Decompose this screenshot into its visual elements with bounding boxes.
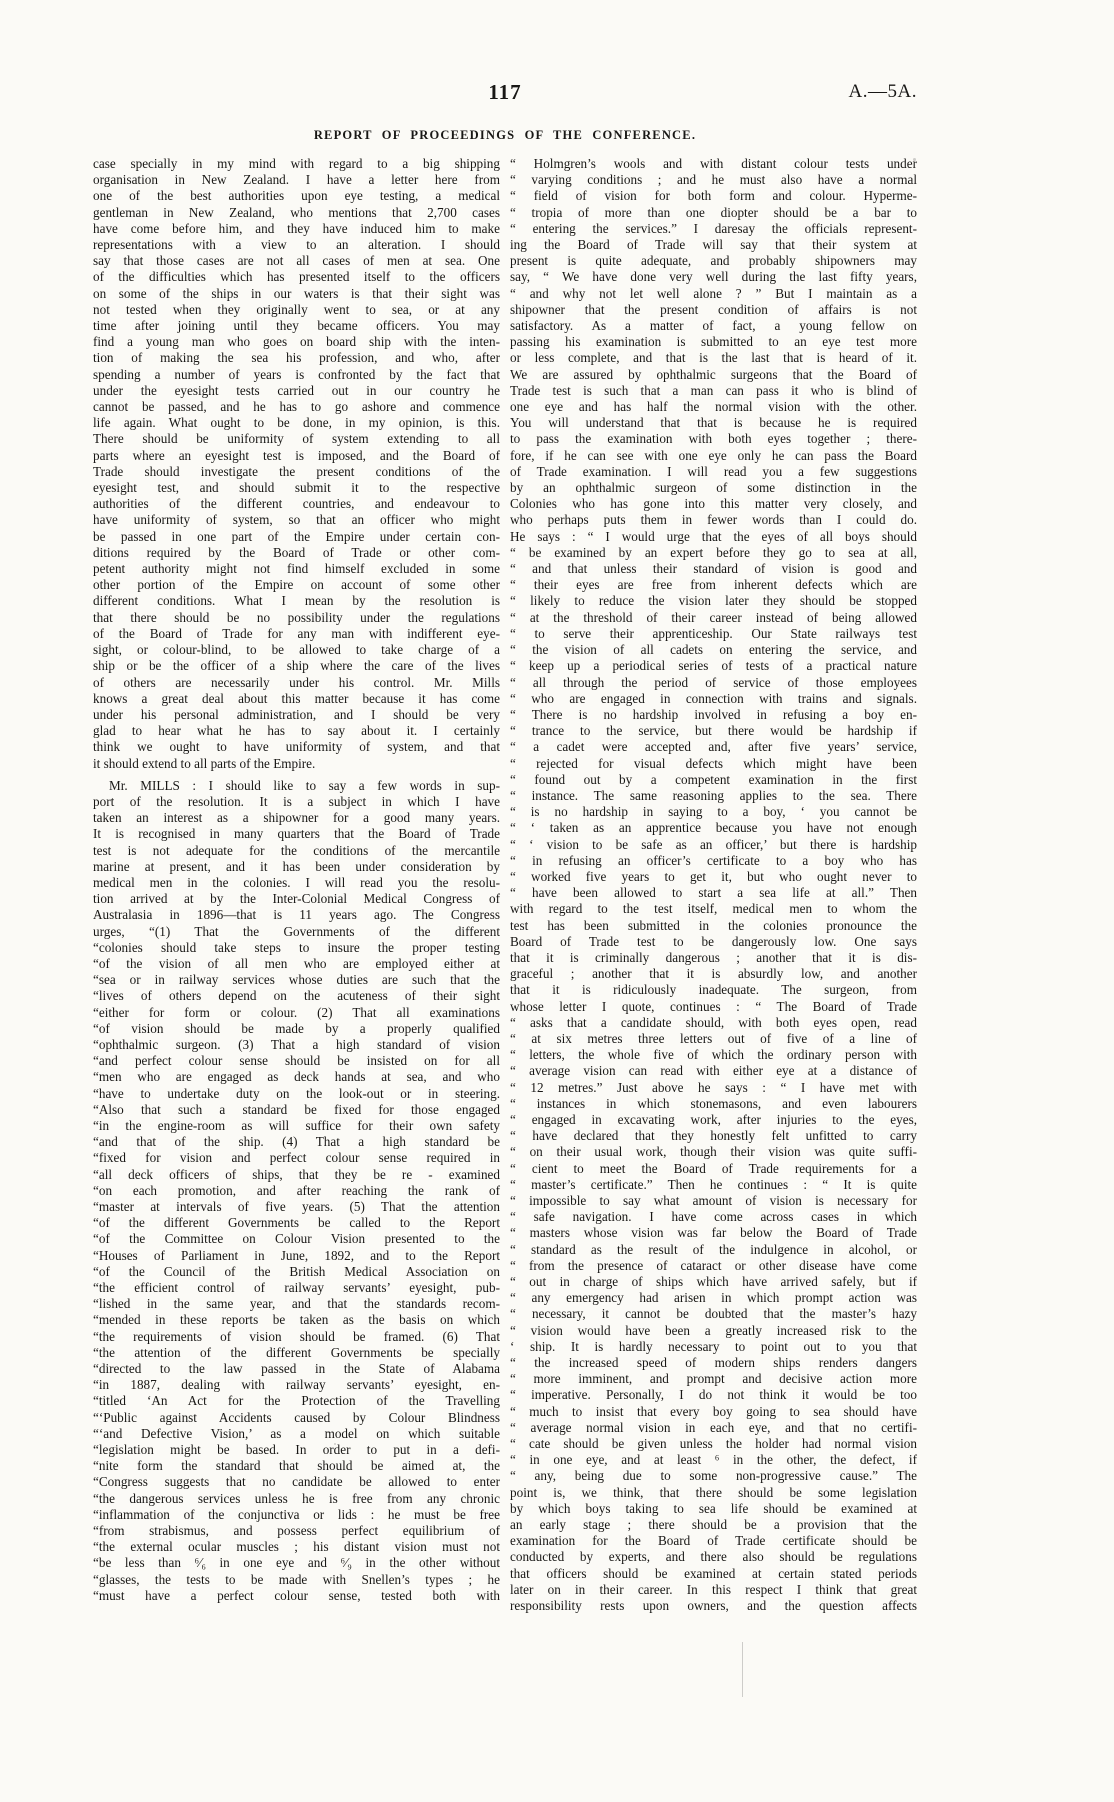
text-line: “colonies should take steps to insure the proper testing	[93, 939, 500, 955]
text-line: say that those cases are not all cases of men at sea. One	[93, 253, 500, 269]
text-line: parts where an eyesight test is imposed, and the Board of	[93, 447, 500, 463]
page-content	[93, 80, 917, 1614]
scan-artifact-dot	[334, 1443, 336, 1445]
text-line: time after joining until they became officers. You may	[93, 318, 500, 334]
column-right	[510, 156, 917, 1614]
text-line: “ and that unless their standard of vision is good and	[510, 561, 917, 577]
text-line: “and perfect colour sense should be insisted on for all	[93, 1053, 500, 1069]
text-line: He says : “ I would urge that the eyes of all boys should	[510, 528, 917, 544]
text-line: present is quite adequate, and probably shipowners may	[510, 253, 917, 269]
text-line: Mr. MILLS : I should like to say a few words in sup-	[109, 777, 500, 793]
text-line: “ their eyes are free from inherent defects which are	[510, 577, 917, 593]
text-line: knows a great deal about this matter because it has come	[93, 690, 500, 706]
text-line: that officers should be examined at certain stated periods	[510, 1565, 917, 1581]
text-line: “ at six metres three letters out of five of a line of	[510, 1030, 917, 1046]
text-line: “Congress suggests that no candidate be allowed to enter	[93, 1474, 500, 1490]
text-line: who perhaps puts them in fewer words than I could do.	[510, 512, 917, 528]
text-line: “ average normal vision in each eye, and that no certifi-	[510, 1419, 917, 1435]
text-line: “ who are engaged in connection with trains and signals.	[510, 690, 917, 706]
text-line: “the efficient control of railway servants’ eyesight, pub-	[93, 1280, 500, 1296]
text-line: “Also that such a standard be fixed for those engaged	[93, 1101, 500, 1117]
text-line: glad to hear what he has to say about it. I certainly	[93, 723, 500, 739]
text-line: “ in refusing an officer’s certificate to a boy who has	[510, 852, 917, 868]
text-line: “ tropia of more than one diopter should be a bar to	[510, 204, 917, 220]
text-line: test is not adequate for the conditions of the mercantile	[93, 842, 500, 858]
text-line: “ 12 metres.” Just above he says : “ I have met with	[510, 1079, 917, 1095]
text-line: “ engaged in excavating work, after injuries to the eyes,	[510, 1111, 917, 1127]
text-line: point is, we think, that there should be some legislation	[510, 1484, 917, 1500]
text-line: It is recognised in many quarters that the Board of Trade	[93, 826, 500, 842]
text-line: ‘ ship. It is hardly necessary to point out to you that	[510, 1338, 917, 1354]
text-line: fore, if he can see with one eye only he can pass the Board	[510, 447, 917, 463]
text-line: “ average vision can read with either eye at a distance of	[510, 1063, 917, 1079]
text-line: “in the engine-room as will suffice for their own safety	[93, 1117, 500, 1133]
text-line: later on in their career. In this respect I think that great	[510, 1581, 917, 1597]
text-line: “ much to insist that every boy going to sea should have	[510, 1403, 917, 1419]
text-line: of the Board of Trade for any man with indifferent eye-	[93, 625, 500, 641]
text-line: of Trade examination. I will read you a few suggestions	[510, 463, 917, 479]
text-line: “in 1887, dealing with railway servants’ eyesight, en-	[93, 1377, 500, 1393]
text-line: be passed in one part of the Empire under certain con-	[93, 528, 500, 544]
text-line: “of the Committee on Colour Vision presented to the	[93, 1231, 500, 1247]
text-line: “the external ocular muscles ; his distant vision must not	[93, 1539, 500, 1555]
text-line: responsibility rests upon owners, and the question affects	[510, 1598, 917, 1614]
text-line: “ instances in which stonemasons, and even labourers	[510, 1095, 917, 1111]
text-line: “ have been allowed to start a sea life at all.” Then	[510, 885, 917, 901]
text-line: “the attention of the different Governments be specially	[93, 1344, 500, 1360]
page-header	[93, 80, 917, 114]
text-line: “master at intervals of five years. (5) That the attention	[93, 1199, 500, 1214]
text-line: sight, or colour-blind, to be allowed to take charge of a	[93, 642, 500, 658]
text-line: “ the increased speed of modern ships renders dangers	[510, 1355, 917, 1371]
text-line: with regard to the test itself, medical men to whom the	[510, 901, 917, 917]
text-line: “ the vision of all cadets on entering the service, and	[510, 642, 917, 658]
text-line: “ more imminent, and prompt and decisive action more	[510, 1371, 917, 1387]
text-line: “men who are engaged as deck hands at sea, and who	[93, 1069, 500, 1085]
text-line: say, “ We have done very well during the last fifty years,	[510, 269, 917, 285]
text-line: “legislation might be based. In order to put in a defi-	[93, 1442, 500, 1458]
text-line: You will understand that that is because he is required	[510, 415, 917, 431]
text-line: “ cate should be given unless the holder had normal vision	[510, 1436, 917, 1452]
text-line: “the requirements of vision should be framed. (6) That	[93, 1328, 500, 1344]
text-line: “ out in charge of ships which have arrived safely, but if	[510, 1274, 917, 1290]
text-line: one of the best authorities upon eye testing, a medical	[93, 188, 500, 204]
text-line: “ any emergency had arisen in which prompt action was	[510, 1290, 917, 1306]
text-line: “Houses of Parliament in June, 1892, and to the Report	[93, 1247, 500, 1263]
text-line: on some of the ships in our waters is that their sight was	[93, 285, 500, 301]
text-line: it should extend to all parts of the Empire.	[93, 755, 316, 771]
text-line: “glasses, the tests to be made with Snellen’s types ; he	[93, 1571, 500, 1587]
text-line: “ keep up a periodical series of tests of a practical nature	[510, 658, 917, 674]
text-line: “mended in these reports be taken as the basis on which	[93, 1312, 500, 1328]
text-line: gentleman in New Zealand, who mentions that 2,700 cases	[93, 204, 500, 220]
text-line: “ any, being due to some non-progressive cause.” The	[510, 1468, 917, 1484]
text-line: “ varying conditions ; and he must also have a normal	[510, 172, 917, 188]
text-line: ing the Board of Trade will say that their system at	[510, 237, 917, 253]
text-line: “have to undertake duty on the look-out or in steering.	[93, 1085, 500, 1101]
text-line: that it is criminally dangerous ; another that it is dis-	[510, 949, 917, 965]
text-line: “nite form the standard that should be aimed at, the	[93, 1458, 500, 1474]
text-line: “the dangerous services unless he is free from any chronic	[93, 1490, 500, 1506]
text-line: by which boys taking to sea life should be examined at	[510, 1500, 917, 1516]
text-line: “ found out by a competent examination in the first	[510, 771, 917, 787]
text-line: “ to serve their apprenticeship. Our State railways test	[510, 625, 917, 641]
text-line: port of the resolution. It is a subject in which I have	[93, 793, 500, 809]
text-line: There should be uniformity of system extending to all	[93, 431, 500, 447]
text-line: marine at present, and it has been under consideration by	[93, 858, 500, 874]
text-line: whose letter I quote, continues : “ The Board of Trade	[510, 998, 917, 1014]
text-line: cannot be passed, and he has to go ashore and commence	[93, 399, 500, 415]
text-line: “of the different Governments be called to the Report	[93, 1215, 500, 1231]
text-line: “ all through the period of service of those employees	[510, 674, 917, 690]
paragraph	[510, 156, 917, 1614]
text-line: representations with a view to an alteration. I should	[93, 237, 500, 253]
text-line: have uniformity of system, so that an officer who might	[93, 512, 500, 528]
text-line: “ cient to meet the Board of Trade requirements for a	[510, 1160, 917, 1176]
text-line: “of vision should be made by a properly qualified	[93, 1020, 500, 1036]
text-line: “all deck officers of ships, that they be re - examined	[93, 1166, 500, 1182]
text-line: petent authority might not find himself excluded in some	[93, 561, 500, 577]
text-line: satisfactory. As a matter of fact, a young fellow on	[510, 318, 917, 334]
text-line: “ instance. The same reasoning applies to the sea. There	[510, 787, 917, 803]
text-line: “lives of others depend on the acuteness of their sight	[93, 988, 500, 1004]
text-line: by an ophthalmic surgeon of some distinction in the	[510, 480, 917, 496]
text-line: or less complete, and that is the last that is heard of it.	[510, 350, 917, 366]
text-line: “ masters whose vision was far below the Board of Trade	[510, 1225, 917, 1241]
text-line: to pass the examination with both eyes together ; there-	[510, 431, 917, 447]
text-line: spending a number of years is confronted by the fact that	[93, 366, 500, 382]
text-line: graceful ; another that it is absurdly low, and another	[510, 966, 917, 982]
text-line: examination for the Board of Trade certificate should be	[510, 1533, 917, 1549]
text-line: life again. What ought to be done, in my opinion, is this.	[93, 415, 500, 431]
text-line: “ vision would have been a greatly increased risk to the	[510, 1322, 917, 1338]
text-line: “of the vision of all men who are employed either at	[93, 955, 500, 971]
text-line: “ on their usual work, though their vision was quite suffi-	[510, 1144, 917, 1160]
text-line: an early stage ; there should be a provision that the	[510, 1517, 917, 1533]
text-line: ditions required by the Board of Trade or other com-	[93, 544, 500, 560]
text-columns	[93, 156, 917, 1614]
text-line: “‘Public against Accidents caused by Colour Blindness	[93, 1409, 500, 1425]
text-line: “ ‘ vision to be safe as an officer,’ but there is hardship	[510, 836, 917, 852]
text-line: “ be examined by an expert before they go to sea at all,	[510, 544, 917, 560]
text-line: “lished in the same year, and that the standards recom-	[93, 1296, 500, 1312]
text-line: “titled ‘An Act for the Protection of the Travelling	[93, 1393, 500, 1409]
text-line: under his personal administration, and I should be very	[93, 706, 500, 722]
text-line: Colonies who has gone into this matter very closely, and	[510, 496, 917, 512]
paragraph	[93, 156, 500, 772]
text-line: “ ‘ taken as an apprentice because you have not enough	[510, 820, 917, 836]
text-line: “ and why not let well alone ? ” But I maintain as a	[510, 285, 917, 301]
text-line: shipowner that the present condition of affairs is not	[510, 301, 917, 317]
text-line: medical men in the colonies. I will read you the resolu-	[93, 874, 500, 890]
text-line: that it is ridiculously inadequate. The surgeon, from	[510, 982, 917, 998]
document-reference: A.—5A.	[848, 81, 917, 102]
text-line: eyesight test, and should submit it to the respective	[93, 480, 500, 496]
text-line: “ is no hardship in saying to a boy, ‘ you cannot be	[510, 804, 917, 820]
text-line: urges, “(1) That the Governments of the different	[93, 923, 500, 939]
text-line: “ worked five years to get it, but who ought never to	[510, 868, 917, 884]
text-line: “ safe navigation. I have come across cases in which	[510, 1209, 917, 1225]
text-line: of others are necessarily under his control. Mr. Mills	[93, 674, 500, 690]
text-line: “ standard as the result of the indulgence in alcohol, or	[510, 1241, 917, 1257]
text-line: “ letters, the whole five of which the ordinary person with	[510, 1047, 917, 1063]
scan-artifact-dot	[913, 158, 916, 161]
text-line: that there should be no possibility under the regulations	[93, 609, 500, 625]
text-line: “ imperative. Personally, I do not think it would be too	[510, 1387, 917, 1403]
text-line: “‘and Defective Vision,’ as a model on which suitable	[93, 1425, 500, 1441]
text-line: “be less than ⁶⁄₆ in one eye and ⁶⁄₉ in the other without	[93, 1555, 500, 1571]
text-line: Trade should investigate the present conditions of the	[93, 463, 500, 479]
text-line: “ in one eye, and at least ⁶ in the other, the defect, if	[510, 1452, 917, 1468]
text-line: under the eyesight tests carried out in our country he	[93, 382, 500, 398]
text-line: “and that of the ship. (4) That a high standard be	[93, 1134, 500, 1150]
text-line: conducted by experts, and there also should be regulations	[510, 1549, 917, 1565]
text-line: “ophthalmic surgeon. (3) That a high standard of vision	[93, 1036, 500, 1052]
text-line: Board of Trade test to be dangerously low. One says	[510, 933, 917, 949]
text-line: different conditions. What I mean by the resolution is	[93, 593, 500, 609]
text-line: “directed to the law passed in the State of Alabama	[93, 1361, 500, 1377]
text-line: test has been submitted in the colonies pronounce the	[510, 917, 917, 933]
text-line: taken an interest as a shipowner for a good many years.	[93, 810, 500, 826]
text-line: “fixed for vision and perfect colour sense required in	[93, 1150, 500, 1166]
text-line: “ asks that a candidate should, with both eyes open, read	[510, 1014, 917, 1030]
text-line: “ a cadet were accepted and, after five years’ service,	[510, 739, 917, 755]
page-title: REPORT OF PROCEEDINGS OF THE CONFERENCE.	[313, 128, 697, 142]
text-line: “sea or in railway services whose duties are such that the	[93, 972, 500, 988]
text-line: “ Holmgren’s wools and with distant colour tests under	[510, 156, 917, 171]
text-line: We are assured by ophthalmic surgeons that the Board of	[510, 366, 917, 382]
text-line: “ have declared that they honestly felt unfitted to carry	[510, 1128, 917, 1144]
text-line: passing his examination is submitted to an eye test more	[510, 334, 917, 350]
text-line: “of the Council of the British Medical Association on	[93, 1263, 500, 1279]
text-line: “ necessary, it cannot be doubted that the master’s hazy	[510, 1306, 917, 1322]
text-line: “either for form or colour. (2) That all examinations	[93, 1004, 500, 1020]
paragraph	[93, 778, 500, 1604]
text-line: “ field of vision for both form and colour. Hyperme-	[510, 188, 917, 204]
text-line: “ at the threshold of their career instead of being allowed	[510, 609, 917, 625]
text-line: think we ought to have uniformity of system, and that	[93, 739, 500, 755]
text-line: “ trance to the service, but there would be hardship if	[510, 723, 917, 739]
scan-artifact-line	[742, 1642, 743, 1697]
text-line: “ from the presence of cataract or other disease have come	[510, 1257, 917, 1273]
text-line: case specially in my mind with regard to a big shipping	[93, 156, 500, 171]
text-line: “ impossible to say what amount of vision is necessary for	[510, 1193, 917, 1208]
text-line: one eye and has half the normal vision with the other.	[510, 399, 917, 415]
text-line: not tested when they originally went to sea, or at any	[93, 301, 500, 317]
text-line: have come before him, and they have induced him to make	[93, 220, 500, 236]
text-line: “ master’s certificate.” Then he continues : “ It is quite	[510, 1176, 917, 1192]
text-line: other portion of the Empire on account of some other	[93, 577, 500, 593]
column-left	[93, 156, 500, 1614]
text-line: “ likely to reduce the vision later they should be stopped	[510, 593, 917, 609]
text-line: Australasia in 1896—that is 11 years ago. The Congress	[93, 907, 500, 923]
page-number: 117	[488, 80, 522, 104]
text-line: authorities of the different countries, and endeavour to	[93, 496, 500, 512]
text-line: “from strabismus, and possess perfect equilibrium of	[93, 1523, 500, 1539]
text-line: Trade test is such that a man can pass it who is blind of	[510, 382, 917, 398]
text-line: “ entering the services.” I daresay the officials represent-	[510, 220, 917, 236]
text-line: “inflammation of the conjunctiva or lids : he must be free	[93, 1506, 500, 1522]
text-line: of the difficulties which has presented itself to the officers	[93, 269, 500, 285]
text-line: ship or be the officer of a ship where the care of the lives	[93, 658, 500, 674]
text-line: tion arrived at by the Inter-Colonial Medical Congress of	[93, 891, 500, 907]
text-line: “on each promotion, and after reaching the rank of	[93, 1182, 500, 1198]
text-line: “ rejected for visual defects which might have been	[510, 755, 917, 771]
text-line: “must have a perfect colour sense, tested both with	[93, 1587, 500, 1603]
text-line: organisation in New Zealand. I have a letter here from	[93, 172, 500, 188]
text-line: tion of making the sea his profession, and who, after	[93, 350, 500, 366]
text-line: find a young man who goes on board ship with the inten-	[93, 334, 500, 350]
text-line: “ There is no hardship involved in refusing a boy en-	[510, 706, 917, 722]
